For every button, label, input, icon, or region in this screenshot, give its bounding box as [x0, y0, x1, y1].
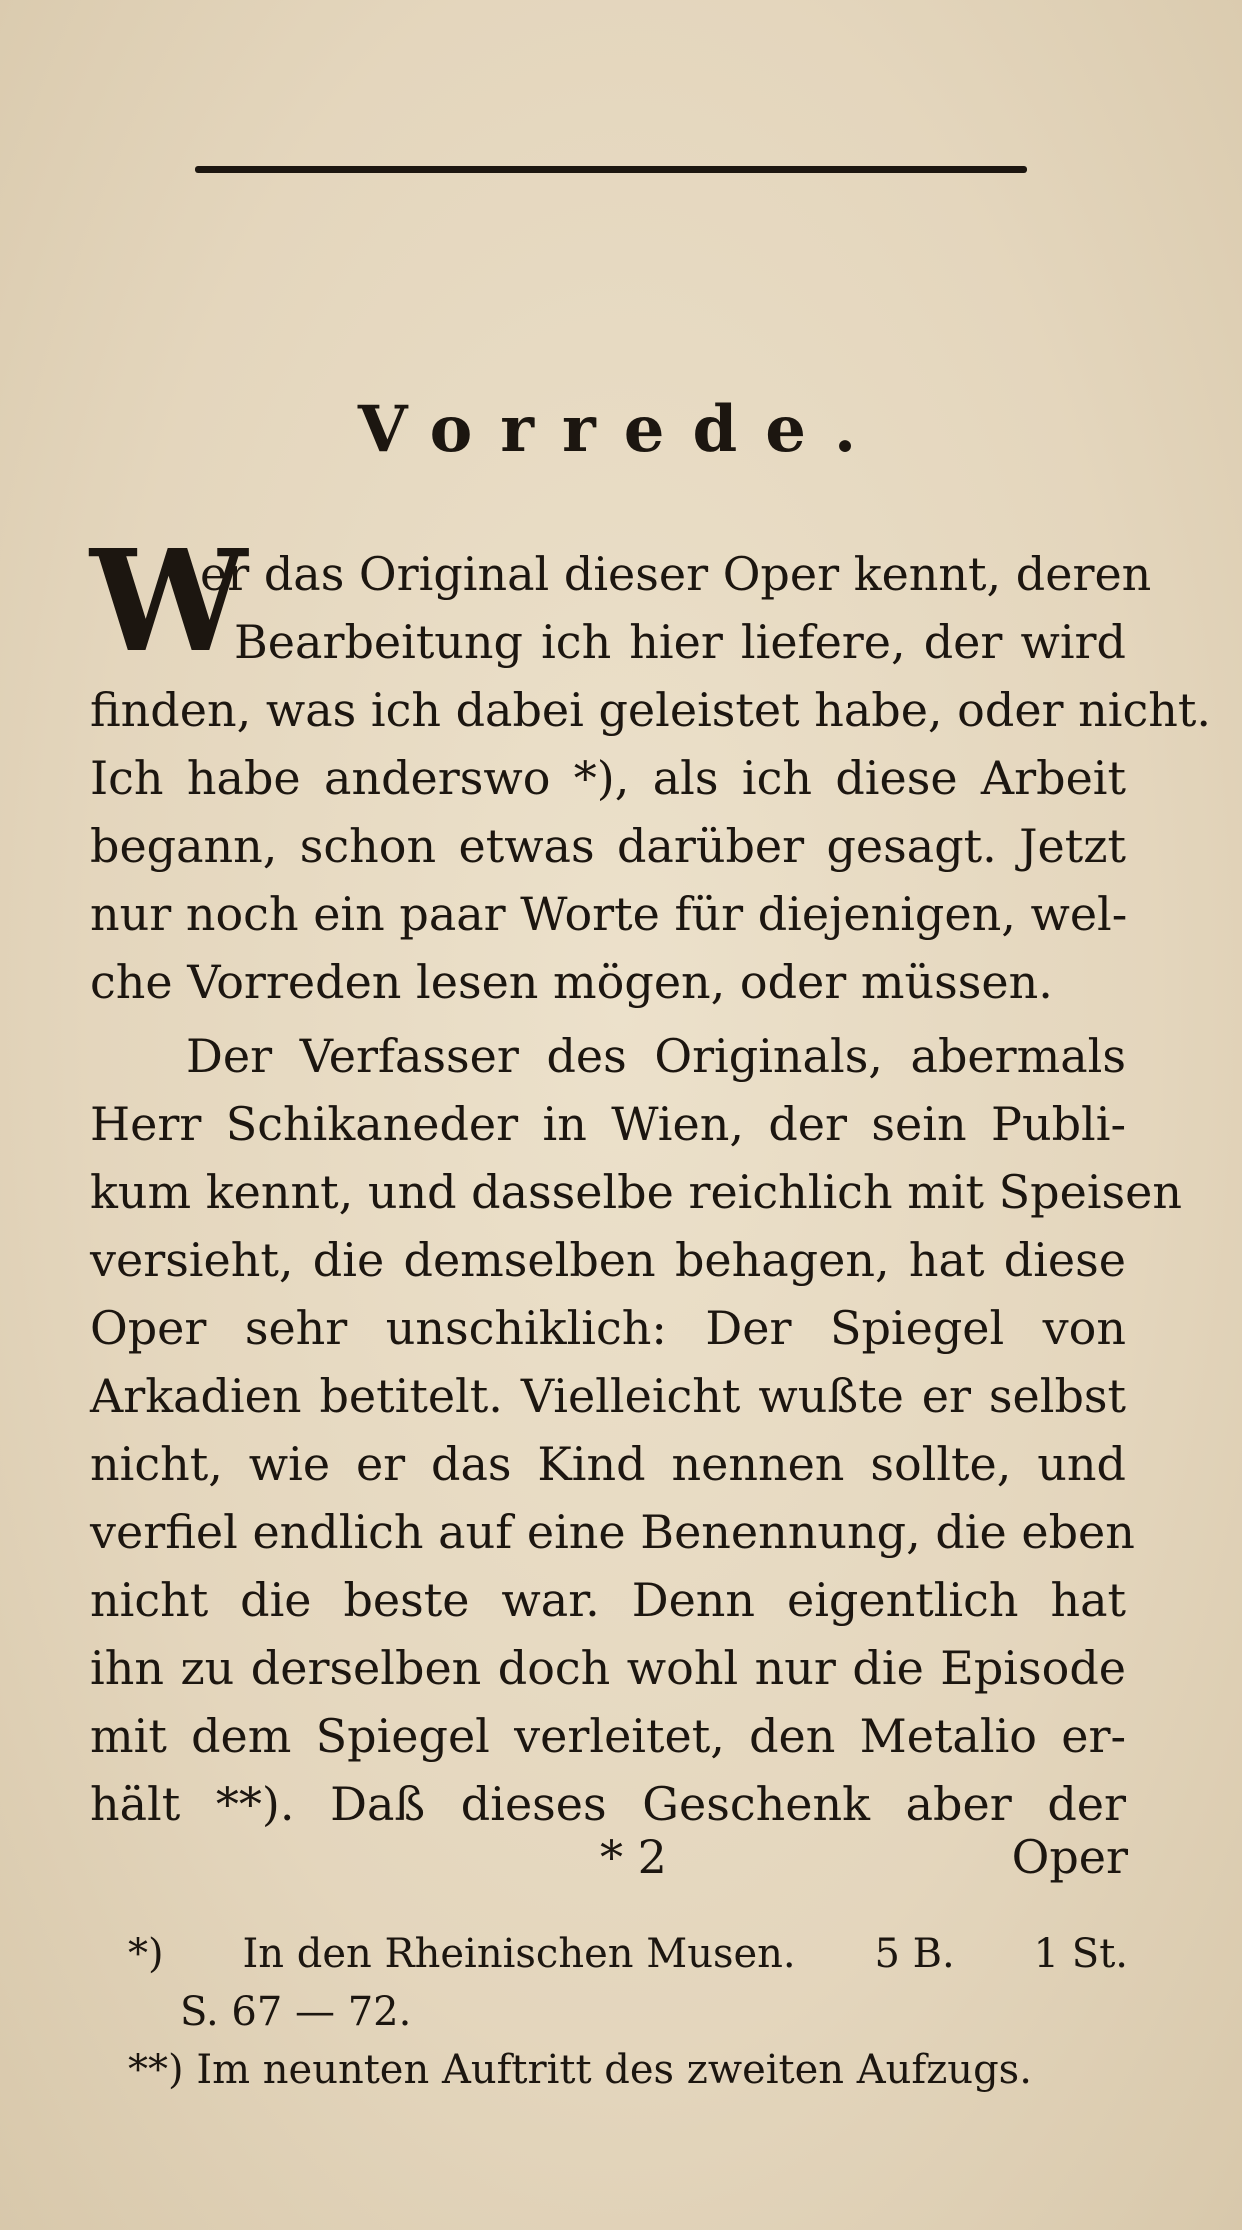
text-line: Bearbeitung ich hier liefere, der wird — [234, 615, 1126, 669]
signature-mark: * 2 — [600, 1830, 667, 1884]
text-line: Arkadien betitelt. Vielleicht wußte er selbst — [90, 1369, 1126, 1423]
text-line: hält **). Daß dieses Geschenk aber der — [90, 1777, 1126, 1831]
footnote-1-issue: 1 St. — [1033, 1931, 1128, 1977]
catchword: Oper — [1011, 1830, 1128, 1884]
text-line: nur noch ein paar Worte für diejenigen, wel- — [90, 887, 1128, 941]
footnote-1-volume: 5 B. — [874, 1931, 955, 1977]
text-line: ihn zu derselben doch wohl nur die Episode — [90, 1641, 1126, 1695]
footnote-2-text: Im neunten Auftritt des zweiten Aufzugs. — [196, 2047, 1032, 2093]
footnote-1-continuation: S. 67 — 72. — [180, 1989, 412, 2035]
drop-capital: W — [90, 520, 248, 684]
text-line: begann, schon etwas darüber gesagt. Jetzt — [90, 819, 1126, 873]
text-line: finden, was ich dabei geleistet habe, oder nicht. — [90, 683, 1211, 737]
text-line: mit dem Spiegel verleitet, den Metalio er- — [90, 1709, 1126, 1763]
text-line: er das Original dieser Oper kennt, deren — [200, 547, 1152, 601]
text-line: Oper sehr unschiklich: Der Spiegel von — [90, 1301, 1126, 1355]
footnotes — [128, 1925, 1128, 2099]
text-line: kum kennt, und dasselbe reichlich mit Speisen — [90, 1165, 1182, 1219]
paragraph-2 — [90, 1022, 1182, 1838]
text-line: Der Verfasser des Originals, abermals — [186, 1029, 1126, 1083]
footnote-1 — [128, 1925, 1128, 1983]
footnote-1-text: In den Rheinischen Musen. — [242, 1931, 796, 1977]
footnote-2-mark: **) — [128, 2047, 184, 2093]
text-line: nicht die beste war. Denn eigentlich hat — [90, 1573, 1126, 1627]
text-line: nicht, wie er das Kind nennen sollte, und — [90, 1437, 1126, 1491]
page-heading: Vorrede. — [357, 392, 885, 467]
header-rule — [195, 166, 1027, 173]
text-line: versieht, die demselben behagen, hat diese — [90, 1233, 1126, 1287]
footnote-1-mark: *) — [128, 1931, 164, 1977]
text-line: Herr Schikaneder in Wien, der sein Publi- — [90, 1097, 1126, 1151]
text-line: che Vorreden lesen mögen, oder müssen. — [90, 955, 1053, 1009]
footnote-2 — [128, 2041, 1128, 2099]
text-line: Ich habe anderswo *), als ich diese Arbeit — [90, 751, 1126, 805]
text-line: verfiel endlich auf eine Benennung, die eben — [90, 1505, 1135, 1559]
paragraph-1 — [90, 520, 1211, 1016]
